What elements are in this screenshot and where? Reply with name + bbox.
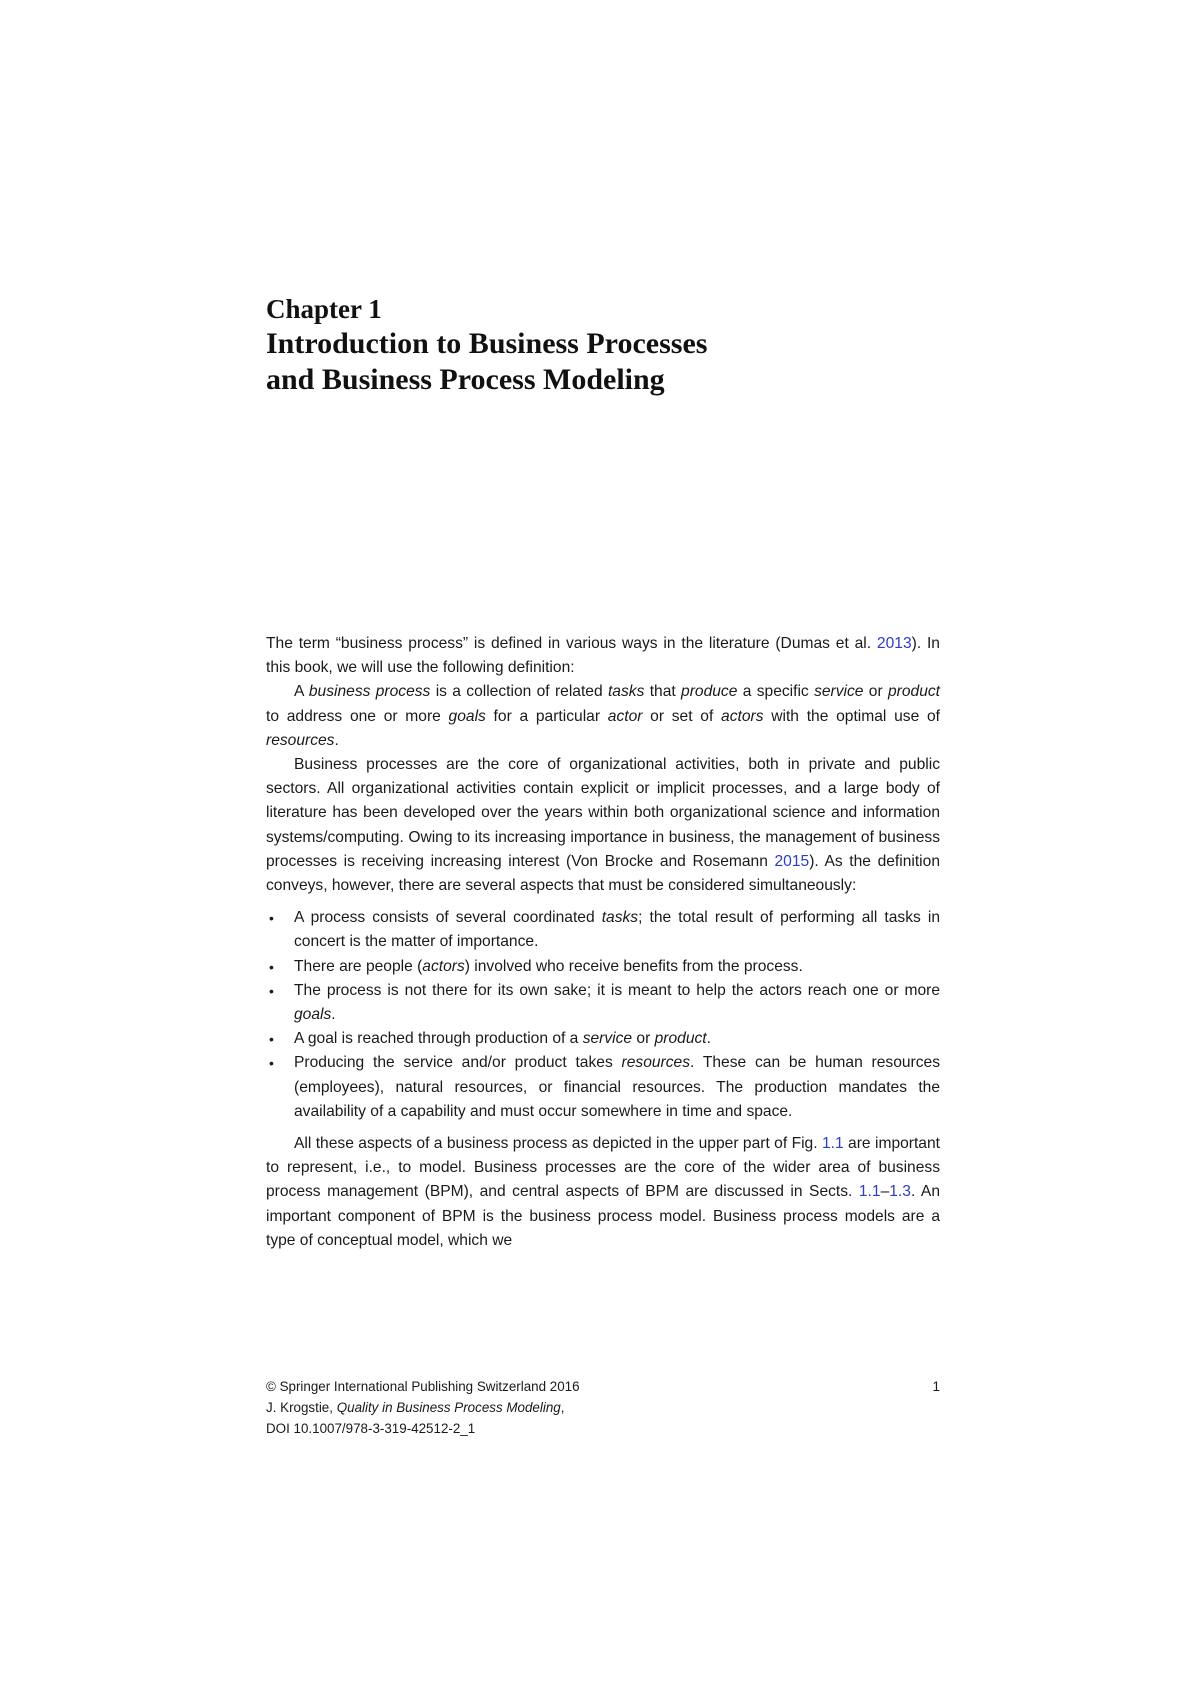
- footer-row-copyright: [266, 1376, 940, 1397]
- def-text: a specific: [737, 683, 815, 701]
- list-text: There are people (: [294, 957, 423, 975]
- def-text: for a particular: [485, 707, 608, 725]
- list-emphasis: resources: [621, 1054, 691, 1072]
- list-emphasis: tasks: [601, 909, 639, 927]
- section-link-1-1[interactable]: 1.1: [858, 1183, 881, 1201]
- closing-text: All these aspects of a business process as depicted in the upper part of Fig.: [294, 1135, 822, 1153]
- body-text: [266, 632, 940, 1253]
- list-item: [266, 906, 940, 954]
- def-text: that: [644, 683, 682, 701]
- list-item: [266, 955, 940, 979]
- intro-paragraph: [266, 632, 940, 680]
- def-emphasis: product: [888, 683, 941, 701]
- figure-link-1-1[interactable]: 1.1: [821, 1135, 844, 1153]
- def-text: is a collection of related: [430, 683, 608, 701]
- list-item: [266, 979, 940, 1027]
- section-link-1-3[interactable]: 1.3: [889, 1183, 911, 1201]
- closing-text: are important to represent, i.e., to model. Business processes are the core of the wider area of business process management (BPM), and central aspects of BPM are discussed in Sects.: [266, 1135, 940, 1201]
- def-text: to address one or more: [266, 707, 449, 725]
- book-title: Quality in Business Process Modeling: [336, 1400, 561, 1415]
- list-text: . These can be human resources (employees), natural resources, or financial resources. The production mandates the availability of a capability and must occur somewhere in time and space.: [294, 1054, 941, 1120]
- chapter-label: Chapter 1: [266, 294, 382, 324]
- intro-text-1: The term “business process” is defined in various ways in the literature (Dumas et al.: [266, 635, 877, 652]
- chapter-heading: [266, 292, 946, 398]
- list-text: A goal is reached through production of a: [294, 1030, 583, 1048]
- closing-paragraph: [266, 1132, 940, 1253]
- def-emphasis: business process: [308, 683, 431, 701]
- chapter-title-line-2: and Business Process Modeling: [266, 363, 665, 396]
- list-emphasis: product: [654, 1030, 707, 1048]
- list-emphasis: service: [582, 1030, 633, 1048]
- def-emphasis: produce: [681, 683, 738, 701]
- bullet-icon: •: [269, 1031, 274, 1048]
- def-emphasis: service: [814, 683, 864, 701]
- list-text: ) involved who receive benefits from the process.: [464, 957, 803, 975]
- aspects-list: [266, 906, 940, 1124]
- citation-link-dumas-2013[interactable]: 2013: [876, 635, 912, 652]
- bullet-icon: •: [269, 1055, 274, 1072]
- range-dash: –: [880, 1183, 890, 1201]
- list-item: [266, 1051, 940, 1124]
- def-emphasis: resources: [266, 731, 335, 749]
- context-paragraph: [266, 753, 940, 898]
- def-emphasis: goals: [448, 707, 486, 725]
- context-text-1: Business processes are the core of organizational activities, both in private and public sectors. All organizational activities contain explicit or implicit processes, and a large body of literature has been developed over the years within both organizational science and information systems/computing. Owing to its increasing importance in business, the management of business processes is receiving increasing interest (Von Brocke and Rosemann: [266, 756, 940, 870]
- list-text: ; the total result of performing all tasks in concert is the matter of importance.: [294, 909, 941, 951]
- def-text: .: [334, 731, 339, 749]
- footer-citation: [266, 1397, 940, 1418]
- bullet-icon: •: [269, 982, 274, 999]
- def-text: or set of: [642, 707, 722, 725]
- chapter-title: [266, 326, 946, 398]
- author-name: J. Krogstie,: [266, 1400, 337, 1415]
- bullet-icon: •: [269, 958, 274, 975]
- list-text: or: [632, 1030, 655, 1048]
- def-emphasis: actors: [721, 707, 764, 725]
- copyright-notice: © Springer International Publishing Switzerland 2016: [266, 1379, 580, 1394]
- list-emphasis: goals: [294, 1006, 332, 1024]
- doi: DOI 10.1007/978-3-319-42512-2_1: [266, 1421, 476, 1436]
- page-footer: [266, 1376, 940, 1439]
- list-text: The process is not there for its own sake; it is meant to help the actors reach one or more: [294, 981, 940, 999]
- def-emphasis: actor: [607, 707, 643, 725]
- context-text-2: ). As the definition conveys, however, there are several aspects that must be considered simultaneously:: [266, 852, 940, 895]
- def-text: A: [294, 683, 309, 701]
- bullet-icon: •: [269, 910, 274, 927]
- list-text: .: [331, 1006, 336, 1024]
- intro-text-2: ). In this book, we will use the following definition:: [266, 635, 940, 677]
- page-number: 1: [932, 1379, 940, 1394]
- def-emphasis: tasks: [607, 683, 645, 701]
- closing-text: . An important component of BPM is the business process model. Business process models are a type of conceptual model, which we: [266, 1183, 940, 1249]
- chapter-title-line-1: Introduction to Business Processes: [266, 327, 708, 360]
- list-text: Producing the service and/or product takes: [294, 1054, 622, 1072]
- citation-link-vonbrocke-2015[interactable]: 2015: [774, 852, 810, 870]
- def-text: or: [863, 683, 888, 701]
- footer-punct: ,: [560, 1400, 565, 1415]
- list-item: [266, 1027, 940, 1051]
- list-text: A process consists of several coordinated: [294, 909, 602, 927]
- list-text: .: [706, 1030, 711, 1048]
- list-emphasis: actors: [422, 957, 465, 975]
- def-text: with the optimal use of: [763, 707, 940, 725]
- definition-paragraph: [266, 680, 940, 753]
